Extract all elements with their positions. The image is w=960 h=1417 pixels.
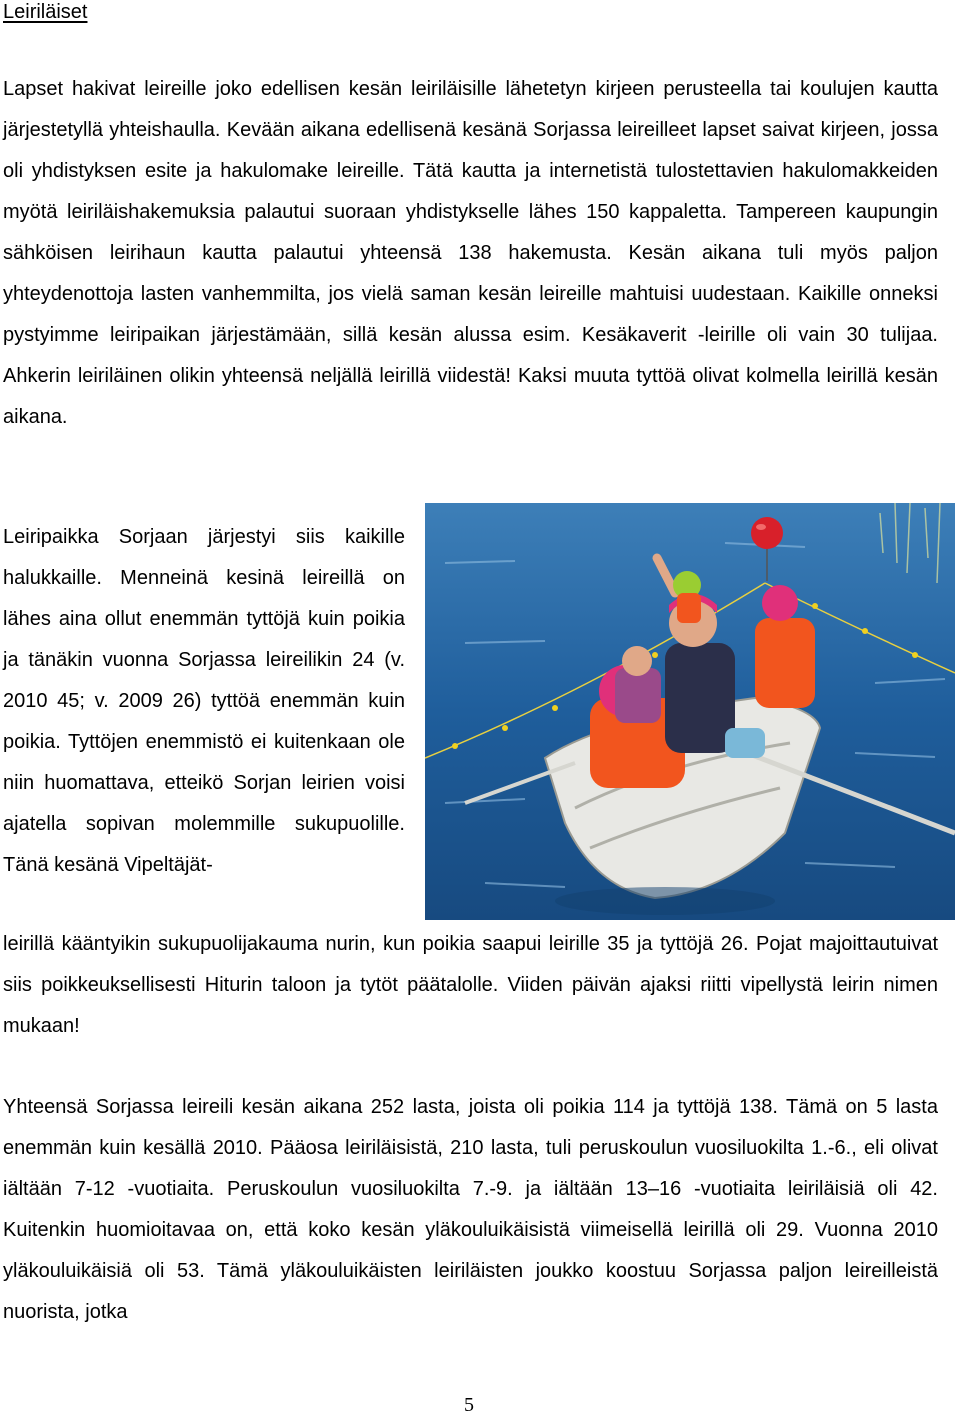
paragraph-totals: Yhteensä Sorjassa leireili kesän aikana 252 lasta, joista oli poikia 114 ja tyttöjä 138. Tämä on 5 lasta enemmän kuin kesällä 2010. Pääosa leiriläisistä, 210 lasta, tuli peruskoulun vuosiluokilta 1.-6., eli olivat iältään 7-12 -vuotiaita. Peruskoulun vuosiluokilta 7.-9. ja iältään 13–16 -vuotiaita leiriläisiä oli 42. Kuitenkin huomioitavaa on, että koko kesän yläkouluikäisistä viimeisellä leirillä oli 29. Vuonna 2010 yläkouluikäisiä oli 53. Tämä yläkouluikäisten leiriläisten joukko koostuu Sorjassa paljon leireilleistä nuorista, jotka — [3, 1096, 938, 1323]
page-heading: Leiriläiset — [3, 1, 88, 23]
camp-boat-photo — [425, 503, 955, 920]
paragraph-gender-distribution: Leiripaikka Sorjaan järjestyi siis kaikille halukkaille. Menneinä kesinä leireillä on lähes aina ollut enemmän tyttöjä kuin poikia ja tänäkin vuonna Sorjassa leireilikin 24 (v. 2010 45; v. 2009 26) tyttöä enemmän kuin poikia. Tyttöjen enemmistö ei kuitenkaan ole niin huomattava, etteikö Sorjan leirien voisi ajatella sopivan molemmille sukupuolille. Tänä kesänä Vipeltäjät- — [3, 526, 405, 876]
paragraph-applications: Lapset hakivat leireille joko edellisen kesän leiriläisille lähetetyn kirjeen perusteella tai koulujen kautta järjestetyllä yhteishaulla. Kevään aikana edellisenä kesänä Sorjassa leireilleet lapset saivat kirjeen, jossa oli yhdistyksen esite ja hakulomake leireille. Tätä kautta ja internetistä tulostettavien hakulomakkeiden myötä leiriläishakemuksia palautui suoraan yhdistykselle lähes 150 kappaletta. Tampereen kaupungin sähköisen leirihaun kautta palautui yhteensä 138 hakemusta. Kesän aikana tuli myös paljon yhteydenottoja lasten vanhemmilta, jos vielä saman kesän leireille mahtuisi uudestaan. Kaikille onneksi pystyimme leiripaikan järjestämään, sillä kesän alussa esim. Kesäkaverit -leirille oli vain 30 tulijaa. Ahkerin leiriläinen olikin yhteensä neljällä leirillä viidestä! Kaksi muuta tyttöä olivat kolmella leirillä kesän aikana. — [3, 78, 938, 428]
page-number: 5 — [464, 1394, 474, 1416]
paragraph-vipeltajat: leirillä kääntyikin sukupuolijakauma nurin, kun poikia saapui leirille 35 ja tyttöjä 26. Pojat majoittautuivat siis poikkeuksellisesti Hiturin taloon ja tytöt päätalolle. Viiden päivän ajaksi riitti vipellystä leirin nimen mukaan! — [3, 933, 938, 1037]
